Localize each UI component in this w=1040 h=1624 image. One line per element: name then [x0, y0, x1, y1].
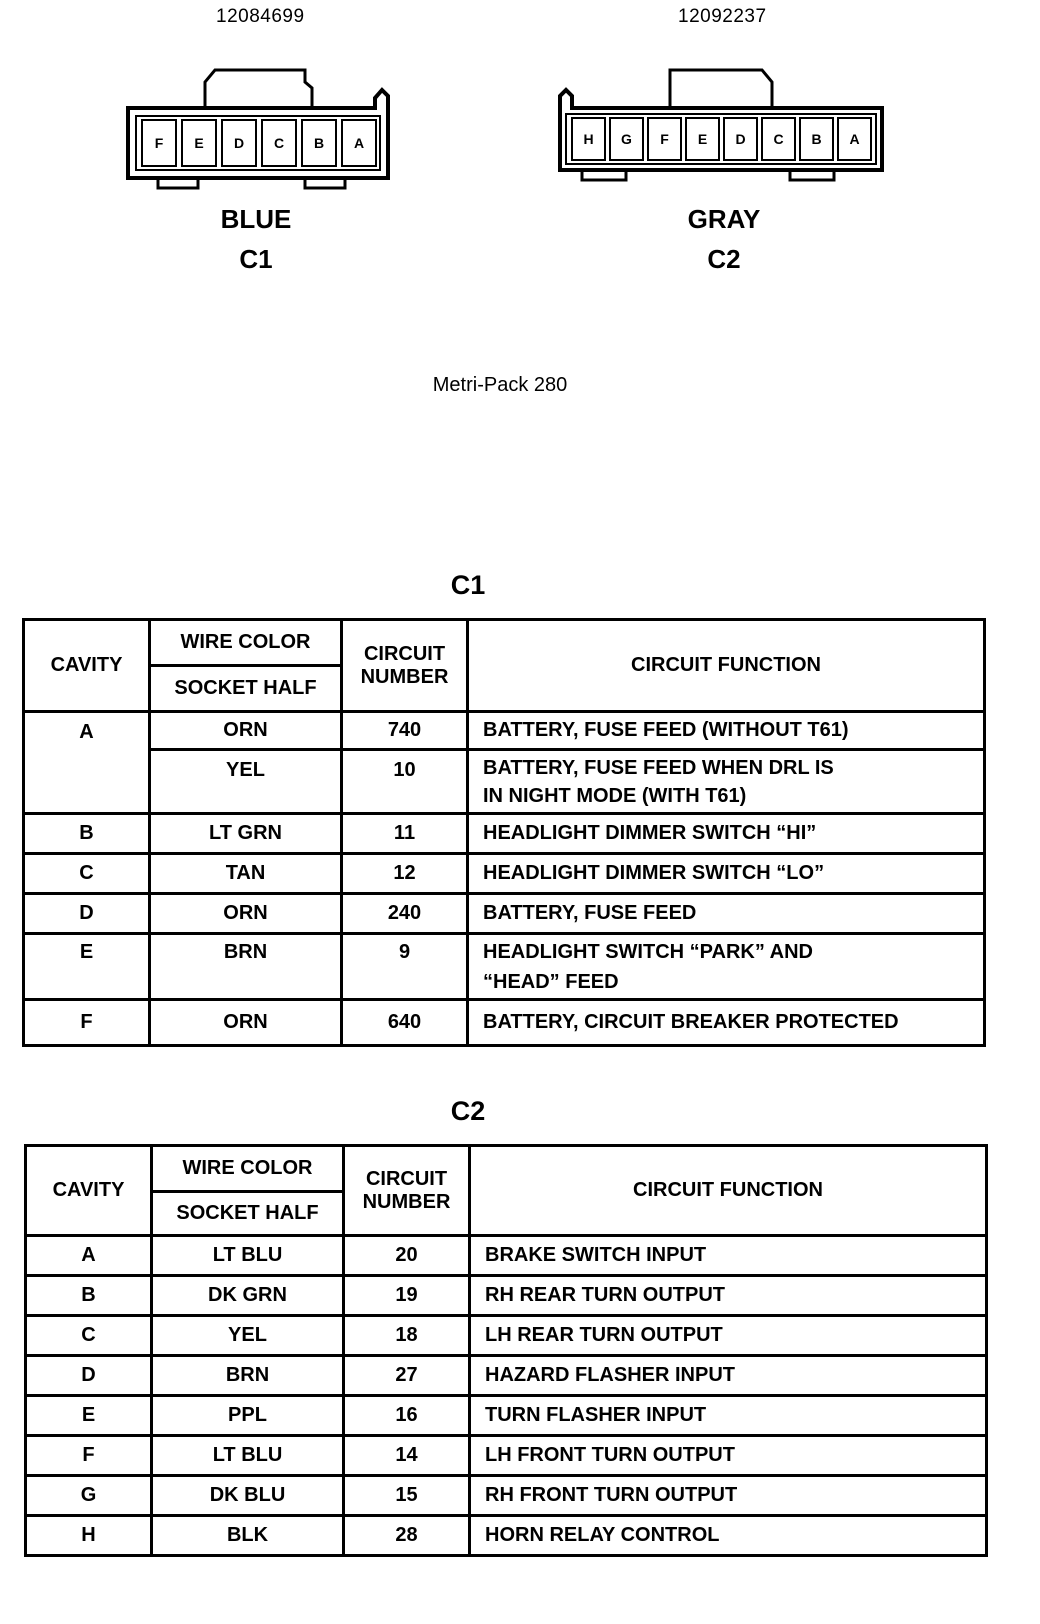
cavity-letter: D — [735, 131, 746, 147]
circuit-function-cell: LH FRONT TURN OUTPUT — [470, 1436, 987, 1476]
c1-header-socket-half: SOCKET HALF — [150, 666, 342, 712]
c2-header-circuit-number: CIRCUIT NUMBER — [344, 1146, 470, 1236]
circuit-function-cell: HEADLIGHT SWITCH “PARK” AND “HEAD” FEED — [468, 934, 985, 1000]
wire-color-cell: YEL — [152, 1316, 344, 1356]
circuit-number-cell: 640 — [342, 1000, 468, 1046]
table-row — [26, 1236, 987, 1276]
cavity-letter: A — [353, 135, 365, 151]
circuit-number-cell: 18 — [344, 1316, 470, 1356]
cavity-letter: F — [660, 131, 669, 147]
circuit-function-cell: RH REAR TURN OUTPUT — [470, 1276, 987, 1316]
c1-header-circuit-function: CIRCUIT FUNCTION — [468, 620, 985, 712]
wire-color-cell: LT BLU — [152, 1436, 344, 1476]
circuit-number-cell: 19 — [344, 1276, 470, 1316]
cavity-letter: E — [194, 135, 204, 151]
circuit-function-cell: HEADLIGHT DIMMER SWITCH “LO” — [468, 854, 985, 894]
table-row — [24, 1000, 985, 1046]
wire-color-cell: LT BLU — [152, 1236, 344, 1276]
cavity-letter: D — [233, 135, 245, 151]
circuit-function-cell: HORN RELAY CONTROL — [470, 1516, 987, 1556]
circuit-function-cell: RH FRONT TURN OUTPUT — [470, 1476, 987, 1516]
circuit-number-cell: 15 — [344, 1476, 470, 1516]
cavity-cell: A — [24, 712, 150, 814]
circuit-number-cell: 12 — [342, 854, 468, 894]
c2-connector-drawing — [552, 60, 892, 190]
wire-color-cell: DK GRN — [152, 1276, 344, 1316]
cavity-cell: E — [24, 934, 150, 1000]
wire-color-cell: BRN — [152, 1356, 344, 1396]
table-row — [26, 1516, 987, 1556]
cavity-letter: C — [273, 135, 285, 151]
table-row — [26, 1476, 987, 1516]
cavity-cell: D — [26, 1356, 152, 1396]
circuit-function-cell: BATTERY, FUSE FEED (WITHOUT T61) — [468, 712, 985, 750]
wire-color-cell: LT GRN — [150, 814, 342, 854]
cavity-letter: B — [811, 131, 822, 147]
wire-color-cell: TAN — [150, 854, 342, 894]
table-row — [26, 1436, 987, 1476]
cavity-letter: E — [697, 131, 708, 147]
cavity-cell: G — [26, 1476, 152, 1516]
c2-id-label: C2 — [707, 244, 741, 274]
circuit-function-cell: BRAKE SWITCH INPUT — [470, 1236, 987, 1276]
table-row — [26, 1356, 987, 1396]
table-row — [24, 934, 985, 1000]
circuit-number-cell: 240 — [342, 894, 468, 934]
table-row — [24, 894, 985, 934]
circuit-number-cell: 740 — [342, 712, 468, 750]
wire-color-cell: PPL — [152, 1396, 344, 1436]
cavity-cell: F — [24, 1000, 150, 1046]
c2-cavity-group — [572, 118, 871, 160]
cavity-cell: D — [24, 894, 150, 934]
cavity-cell: E — [26, 1396, 152, 1436]
cavity-cell: H — [26, 1516, 152, 1556]
cavity-cell: A — [26, 1236, 152, 1276]
wire-color-cell: BRN — [150, 934, 342, 1000]
c1-header-wire-color: WIRE COLOR — [150, 620, 342, 666]
circuit-number-cell: 20 — [344, 1236, 470, 1276]
c1-header-cavity: CAVITY — [24, 620, 150, 712]
c2-color-label: GRAY — [687, 204, 761, 234]
circuit-number-cell: 9 — [342, 934, 468, 1000]
wire-color-cell: ORN — [150, 712, 342, 750]
table-row — [26, 1396, 987, 1436]
circuit-number-cell: 14 — [344, 1436, 470, 1476]
cavity-letter: H — [583, 131, 594, 147]
cavity-cell: C — [24, 854, 150, 894]
c2-header-cavity: CAVITY — [26, 1146, 152, 1236]
circuit-number-cell: 28 — [344, 1516, 470, 1556]
circuit-function-cell: TURN FLASHER INPUT — [470, 1396, 987, 1436]
wire-color-cell: ORN — [150, 1000, 342, 1046]
c2-header-wire-color: WIRE COLOR — [152, 1146, 344, 1192]
table-row — [24, 712, 985, 750]
circuit-number-cell: 11 — [342, 814, 468, 854]
cavity-cell: C — [26, 1316, 152, 1356]
wire-color-cell: ORN — [150, 894, 342, 934]
table-row — [24, 814, 985, 854]
circuit-function-cell: BATTERY, FUSE FEED WHEN DRL IS IN NIGHT MODE (WITH T61) — [468, 750, 985, 814]
cavity-cell: F — [26, 1436, 152, 1476]
circuit-number-cell: 10 — [342, 750, 468, 814]
c2-header-circuit-function: CIRCUIT FUNCTION — [470, 1146, 987, 1236]
c2-table-title: C2 — [450, 1096, 486, 1126]
c2-part-number: 12092237 — [678, 6, 767, 27]
c1-table-title: C1 — [450, 570, 486, 600]
cavity-letter: F — [154, 135, 164, 151]
table-row — [26, 1316, 987, 1356]
c2-wiring-table — [24, 1144, 988, 1557]
wire-color-cell: BLK — [152, 1516, 344, 1556]
cavity-letter: G — [621, 131, 632, 147]
c1-part-number: 12084699 — [216, 6, 305, 27]
circuit-function-cell: BATTERY, FUSE FEED — [468, 894, 985, 934]
c1-connector-drawing — [120, 60, 410, 190]
c2-header-socket-half: SOCKET HALF — [152, 1192, 344, 1236]
cavity-letter: B — [313, 135, 325, 151]
cavity-cell: B — [26, 1276, 152, 1316]
wire-color-cell: DK BLU — [152, 1476, 344, 1516]
table-row — [24, 854, 985, 894]
c1-wiring-table — [22, 618, 986, 1047]
table-row — [26, 1276, 987, 1316]
c1-id-label: C1 — [239, 244, 273, 274]
c1-header-circuit-number: CIRCUIT NUMBER — [342, 620, 468, 712]
circuit-function-cell: LH REAR TURN OUTPUT — [470, 1316, 987, 1356]
cavity-letter: C — [773, 131, 784, 147]
c1-cavity-group — [142, 120, 376, 166]
circuit-function-cell: HAZARD FLASHER INPUT — [470, 1356, 987, 1396]
table-row — [24, 750, 985, 814]
circuit-number-cell: 27 — [344, 1356, 470, 1396]
circuit-function-cell: BATTERY, CIRCUIT BREAKER PROTECTED — [468, 1000, 985, 1046]
terminal-type-label: Metri-Pack 280 — [432, 374, 568, 396]
cavity-letter: A — [849, 131, 860, 147]
cavity-cell: B — [24, 814, 150, 854]
c1-color-label: BLUE — [220, 204, 292, 234]
circuit-number-cell: 16 — [344, 1396, 470, 1436]
circuit-function-cell: HEADLIGHT DIMMER SWITCH “HI” — [468, 814, 985, 854]
wire-color-cell: YEL — [150, 750, 342, 814]
